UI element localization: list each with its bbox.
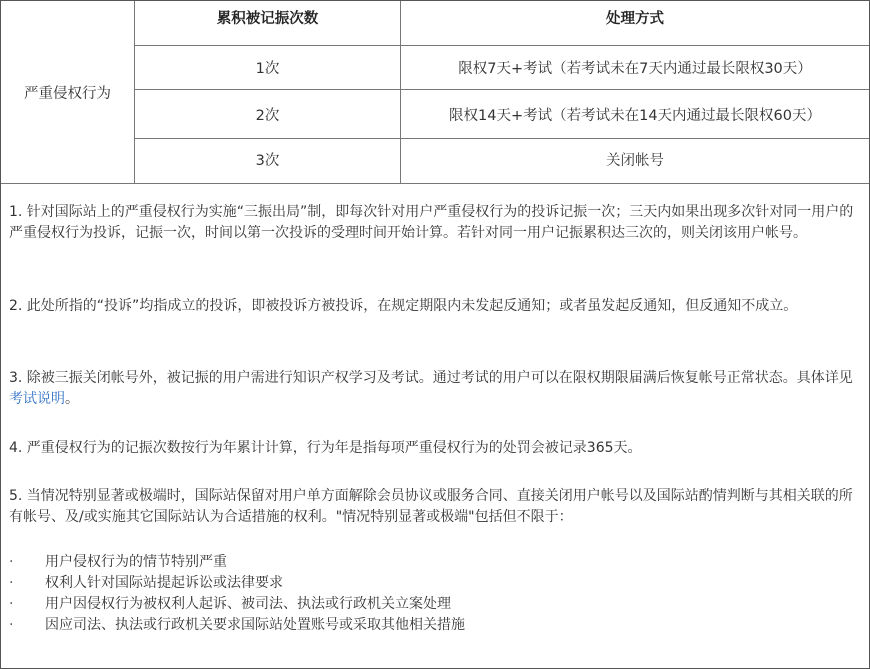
list-item (9, 552, 859, 573)
list-item-text: 用户因侵权行为被权利人起诉、被司法、执法或行政机关立案处理 (45, 596, 451, 612)
count-cell: 3次 (255, 153, 280, 169)
bullet-mark: · (9, 575, 14, 591)
count-cell: 1次 (255, 61, 280, 77)
handling-cell: 关闭帐号 (606, 153, 664, 169)
list-item-text: 因应司法、执法或行政机关要求国际站处置账号或采取其他相关措施 (45, 617, 465, 633)
list-item (9, 573, 859, 594)
bullet-mark: · (9, 617, 14, 633)
list-item (9, 594, 859, 615)
list-item-text: 权利人针对国际站提起诉讼或法律要求 (45, 575, 283, 591)
note-3-end: 。 (65, 391, 79, 407)
count-header: 累积被记振次数 (216, 11, 319, 27)
list-item (9, 615, 859, 636)
examples-list (9, 552, 859, 636)
bullet-mark: · (9, 554, 14, 570)
note-4: 4. 严重侵权行为的记振次数按行为年累计计算，行为年是指每项严重侵权行为的处罚会被记录365天。 (9, 440, 642, 456)
note-3 (9, 368, 859, 410)
bullet-mark: · (9, 596, 14, 612)
note-3-text: 3. 除被三振关闭帐号外，被记振的用户需进行知识产权学习及考试。通过考试的用户可以在限权期限届满后恢复帐号正常状态。具体详见 (9, 370, 853, 386)
penalty-table (1, 1, 869, 184)
list-item-text: 用户侵权行为的情节特别严重 (45, 554, 227, 570)
note-5: 5. 当情况特别显著或极端时，国际站保留对用户单方面解除会员协议或服务合同、直接关闭用户帐号以及国际站酌情判断与其相关联的所有帐号、及/或实施其它国际站认为合适措施的权利。"情况特别显著或极端"包括但不限于： (9, 488, 853, 525)
count-cell: 2次 (255, 107, 280, 124)
note-2: 2. 此处所指的“投诉”均指成立的投诉，即被投诉方被投诉，在规定期限内未发起反通知；或者虽发起反通知，但反通知不成立。 (9, 298, 798, 314)
exam-info-link[interactable]: 考试说明 (9, 391, 65, 407)
note-1: 1. 针对国际站上的严重侵权行为实施“三振出局”制，即每次针对用户严重侵权行为的投诉记振一次；三天内如果出现多次针对同一用户的严重侵权行为投诉，记振一次，时间以第一次投诉的受理时间开始计算。若针对同一用户记振累积达三次的，则关闭该用户帐号。 (9, 204, 854, 241)
category-cell: 严重侵权行为 (24, 86, 111, 102)
handling-cell: 限权7天+考试（若考试未在7天内通过最长限权30天） (458, 61, 812, 77)
notes-section (1, 185, 869, 668)
handling-cell: 限权14天+考试（若考试未在14天内通过最长限权60天） (449, 107, 821, 124)
handling-header: 处理方式 (606, 11, 664, 27)
